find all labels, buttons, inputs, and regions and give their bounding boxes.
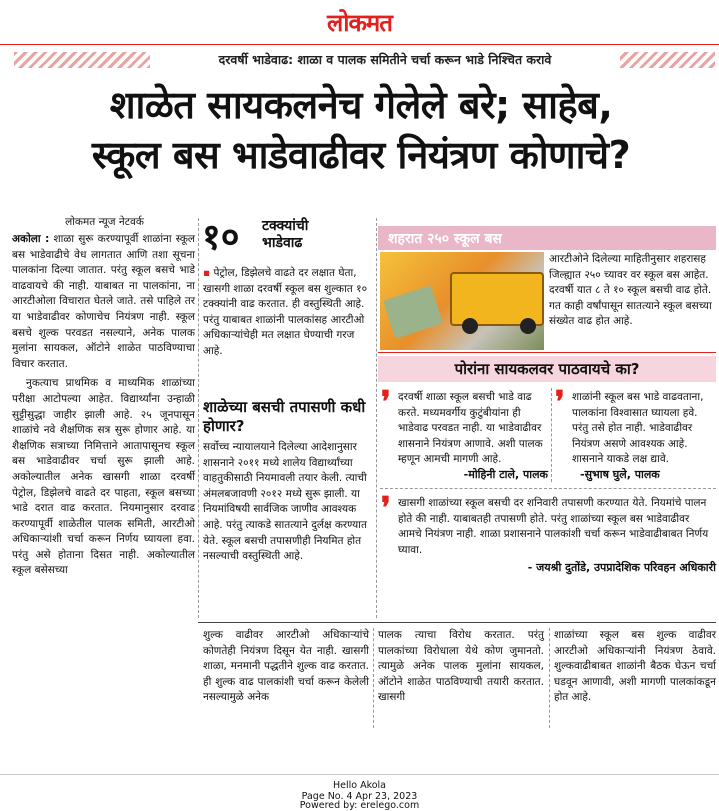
kicker: दरवर्षी भाडेवाढ: शाळा व पालक समितीने चर्चा करून भाडे निश्चित करावे: [150, 51, 620, 68]
bottom-divider-2: [549, 628, 550, 728]
col2-bullet-text: [203, 266, 373, 360]
big-number: १०: [202, 217, 240, 258]
pink-rule: [378, 352, 716, 353]
quote-2-signature: -सुभाष घुले, पालक: [580, 468, 660, 481]
column-1: [12, 232, 195, 579]
column-divider: [198, 218, 199, 618]
masthead-logo: लोकमत: [327, 8, 392, 37]
quote-icon: ❜: [381, 385, 391, 420]
quote-2: शाळांनी स्कूल बस भाडे वाढवताना, पालकांना विश्वासात घ्यायला हवे. परंतु तसे होत नाही. भाडेवाढीवर नियंत्रण असणे आवश्यक आहे. शासनाने याकडे लक्ष द्यावे.: [572, 391, 704, 466]
quote-separator: [380, 488, 716, 489]
bullet-icon: ▪: [203, 267, 211, 279]
col1-para-1: शाळा सुरू करण्यापूर्वी शाळांना स्कूल बस भाडेवाढीचे वेध लागतात आणि तशा सूचना पालकांना दिल्या जातात. परंतु स्कूल बसचे भाडे वाढवायचे की नाही. याबाबत ना पालकांना, ना आरटीओला विचारात घेतले जाते. तसे पाहिले तर या भाडेवाढीवर कोणाचेच नियंत्रण नाही. स्कूल बसचे शुल्क परवडत नसल्याने, अनेक पालक मुलांना सायकल, ऑटोने शाळेत पाठविण्याचा विचार करतात.: [12, 233, 196, 370]
dateline: अकोला :: [12, 233, 50, 245]
footer-rule: [0, 774, 719, 775]
headline-line-1: शाळेत सायकलनेच गेलेले बरे; साहेब,: [109, 83, 613, 127]
opinion-box-title: पोरांना सायकलवर पाठवायचे का?: [378, 356, 716, 382]
col2-text-2: सर्वोच्च न्यायालयाने दिलेल्या आदेशानुसार शासनाने २०११ मध्ये शालेय विद्यार्थ्यांच्या वाहतुकीसाठी नियमावली तयार केली. त्याची अंमलबजावणी २०१२ मध्ये सुरू झाली. या नियमांविषयी सार्वजिक जाणीव आवश्यक आहे. परंतु त्याकडे सातत्याने दुर्लक्ष करण्यात येते. स्कूल बसची तपासणीही नियमित होत नसल्याची वस्तुस्थिती आहे.: [203, 441, 367, 563]
footer-line-1: Hello Akola: [332, 780, 387, 791]
byline: लोकमत न्यूज नेटवर्क: [65, 216, 144, 228]
column-divider-2: [376, 218, 377, 618]
banner-title: शहरात २५० स्कूल बस: [388, 231, 502, 247]
bottom-divider-1: [373, 628, 374, 728]
col1-para-2: नुकत्याच प्राथमिक व माध्यमिक शाळांच्या परीक्षा आटोपल्या आहेत. विद्यार्थ्यांना उन्हाळी सुट्टीसुद्धा जाहीर झाली आहे. २५ जूनपासून शाळांचे नवे शैक्षणिक सत्र सुरू होणार आहे. या शैक्षणिक सत्राच्या निमित्ताने आतापासूनच स्कूल बस भाडेवाढीवर चर्चा सुरू झाली आहे. अकोल्यातील अनेक खासगी शाळा दरवर्षी पेट्रोल, डिझेलचे वाढते दर पाहता, स्कूल बसच्या भाडे दरात वाढ करतात. नियमानुसार दरवाढ करण्यापूर्वी शाळेतील पालक समिती, आरटीओ अधिकाऱ्यांशी चर्चा करून निर्णय घ्यायला हवा. परंतु असे होताना दिसत नाही. अकोल्यातील स्कूल बसेसच्या: [12, 377, 195, 577]
bus-info-text: आरटीओने दिलेल्या माहितीनुसार शहरासह जिल्ह्यात २५० च्यावर वर स्कूल बस आहेत. दरवर्षी यात ८ ते १० स्कूल बसची वाढ होते. गत काही वर्षांपासून सातत्याने स्कूल बसच्या संख्येत वाढ होत आहे.: [549, 253, 712, 328]
big-number-caption: टक्क्यांची भाडेवाढ: [262, 218, 309, 251]
hatch-decoration-left: [14, 52, 154, 68]
subhead-inspection: शाळेच्या बसची तपासणी कधी होणार?: [203, 398, 366, 435]
footer-line-2: Page No. 4 Apr 23, 2023: [301, 791, 418, 802]
masthead-rule: [0, 44, 719, 45]
quote-divider: [551, 388, 552, 482]
quote-3-signature: - जयश्री दुतोंडे, उपप्रादेशिक परिवहन अधिकारी: [527, 561, 716, 574]
headline-line-2: स्कूल बस भाडेवाढीवर नियंत्रण कोणाचे?: [91, 133, 631, 177]
quote-icon: ❜: [381, 491, 391, 526]
bottom-col-3: पालक त्याचा विरोध करतात. परंतु पालकांच्या विरोधाला येथे कोण जुमानतो. त्यामुळे अनेक पालक मुलांना सायकल, ऑटोने शाळेत पाठविण्याची तयारी करतात. खासगी: [378, 629, 544, 704]
bottom-rule: [198, 622, 716, 623]
hatch-decoration-right: [615, 52, 715, 68]
footer-line-3[interactable]: Powered by: erelego.com: [299, 800, 420, 811]
bottom-col-2: शुल्क वाढीवर आरटीओ अधिकाऱ्यांचे कोणतेही नियंत्रण दिसून येत नाही. खासगी शाळा, मनमानी पद्धतीने शुल्क वाढ करतात. ही शुल्क वाढ पालकांशी चर्चा करून केलेली नसल्यामुळे अनेक: [203, 629, 369, 704]
school-bus-photo: [380, 252, 544, 350]
quote-icon: ❜: [555, 385, 565, 420]
col2-text: पेट्रोल, डिझेलचे वाढते दर लक्षात घेता, खासगी शाळा दरवर्षी स्कूल बस शुल्कात १० टक्क्यांनी वाढ करतात. ही वस्तुस्थिती आहे. परंतु याबाबत शाळांनी पालकांसह आरटीओ अधिकाऱ्यांचेही मत लक्षात घेण्याची गरज आहे.: [203, 267, 368, 357]
quote-3: खासगी शाळांच्या स्कूल बसची दर शनिवारी तपासणी करण्यात येते. नियमांचे पालन होते की नाही. याबाबतही तपासणी होते. परंतु शाळांच्या स्कूल बस भाडेवाढीवर आमचे नियंत्रण नाही. शाळा प्रशासनाने पालकांशी चर्चा करून भाडेवाढीबाबत निर्णय घ्यावा.: [398, 497, 709, 556]
quote-1: दरवर्षी शाळा स्कूल बसची भाडे वाढ करते. मध्यमवर्गीय कुटुंबीयांना ही भाडेवाढ परवडत नाही. या भाडेवाढीवर शासनाने नियंत्रण आणावे. अशी पालक म्हणून आमची मागणी आहे.: [398, 391, 543, 466]
quote-1-signature: -मोहिनी टाले, पालक: [463, 468, 548, 481]
bottom-col-4: शाळांच्या स्कूल बस शुल्क वाढीवर आरटीओ अधिकाऱ्यांनी नियंत्रण ठेवावे. शुल्कवाढीबाबत शाळांनी बैठक घेऊन चर्चा घडवून आणावी, अशी मागणी पालकांकडून होत आहे.: [554, 629, 716, 704]
